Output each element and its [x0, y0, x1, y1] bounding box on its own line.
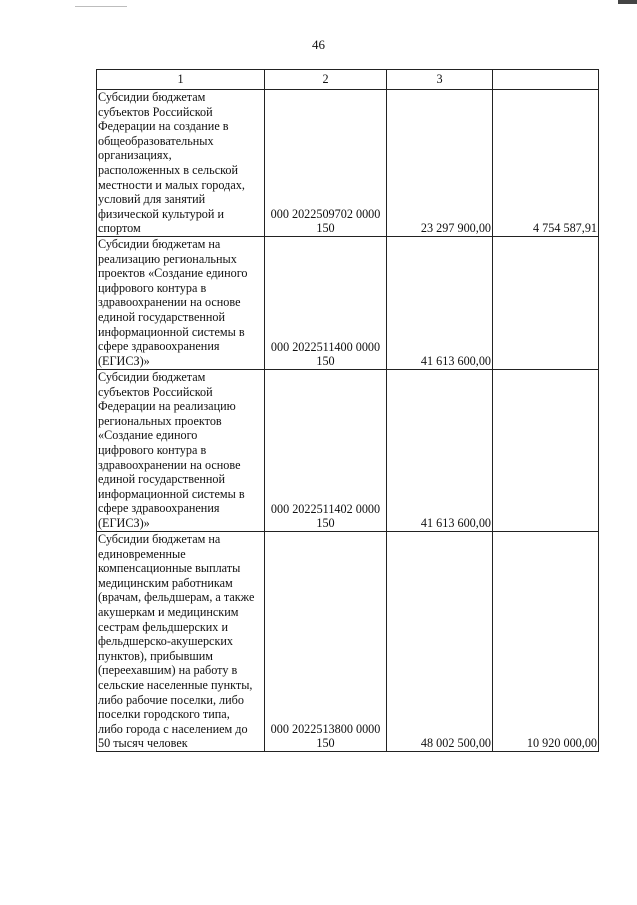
column-header-2: 2	[265, 70, 387, 90]
row-value1-cell: 48 002 500,00	[387, 532, 493, 752]
budget-table	[96, 69, 599, 752]
row-name-cell: Субсидии бюджетам на единовременные компенсационные выплаты медицинским работникам (врачам, фельдшерам, а также акушеркам и медицинским сестрам фельдшерских и фельдшерско-акушерских пунктов), прибывшим (переехавшим) на работу в сельские населенные пункты, либо рабочие поселки, либо поселки городского типа, либо города с населением до 50 тысяч человек	[97, 532, 265, 752]
row-code-cell: 000 2022511402 0000 150	[265, 370, 387, 532]
table-row	[97, 237, 599, 370]
scan-artifact-line	[75, 6, 127, 7]
table-header-row	[97, 70, 599, 90]
row-value1-cell: 41 613 600,00	[387, 370, 493, 532]
column-header-1: 1	[97, 70, 265, 90]
row-name-cell: Субсидии бюджетам субъектов Российской Федерации на создание в общеобразовательных организациях, расположенных в сельской местности и малых городах, условий для занятий физической культурой и спортом	[97, 90, 265, 237]
row-value2-cell: 4 754 587,91	[493, 90, 599, 237]
row-code-cell: 000 2022513800 0000 150	[265, 532, 387, 752]
table-row	[97, 90, 599, 237]
row-code-cell: 000 2022509702 0000 150	[265, 90, 387, 237]
row-value2-cell: 10 920 000,00	[493, 532, 599, 752]
row-value1-cell: 41 613 600,00	[387, 237, 493, 370]
column-header-4	[493, 70, 599, 90]
row-code-cell: 000 2022511400 0000 150	[265, 237, 387, 370]
scan-artifact-corner	[618, 0, 637, 4]
column-header-3: 3	[387, 70, 493, 90]
row-name-cell: Субсидии бюджетам на реализацию региональных проектов «Создание единого цифрового контура в здравоохранении на основе единой государственной информационной системы в сфере здравоохранения (ЕГИСЗ)»	[97, 237, 265, 370]
row-value1-cell: 23 297 900,00	[387, 90, 493, 237]
table-row	[97, 532, 599, 752]
page-number: 46	[312, 37, 325, 52]
table-row	[97, 370, 599, 532]
row-value2-cell	[493, 370, 599, 532]
row-value2-cell	[493, 237, 599, 370]
row-name-cell: Субсидии бюджетам субъектов Российской Федерации на реализацию региональных проектов «Создание единого цифрового контура в здравоохранении на основе единой государственной информационной системы в сфере здравоохранения (ЕГИСЗ)»	[97, 370, 265, 532]
